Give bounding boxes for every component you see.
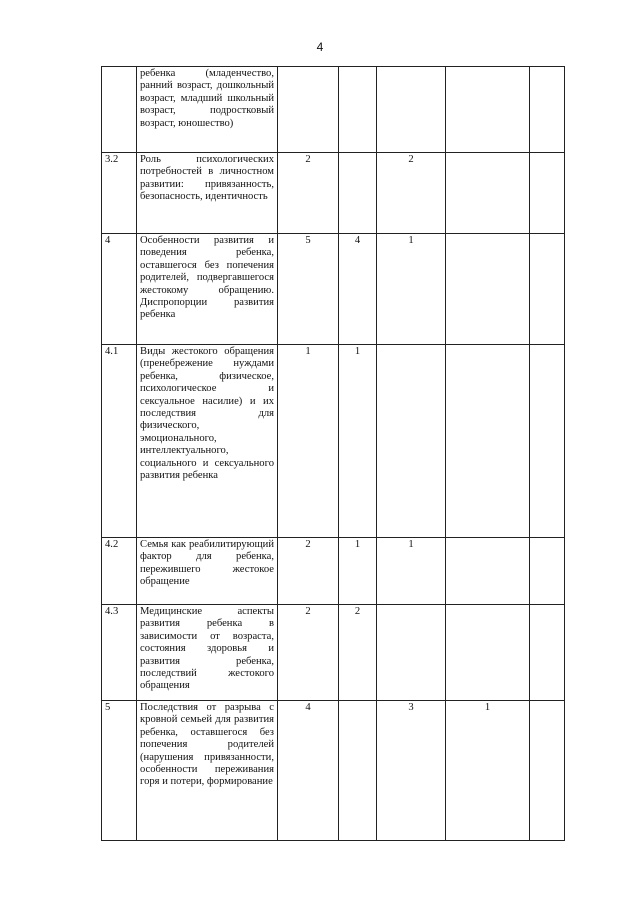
cell-col-3: 5: [278, 234, 339, 345]
cell-col-5: [377, 605, 446, 701]
cell-col-3: [278, 67, 339, 153]
cell-col-3: 2: [278, 538, 339, 605]
cell-col-7: [530, 153, 565, 234]
cell-col-4: 1: [339, 538, 377, 605]
row-topic: Семья как реабилитирующий фактор для ребенка, пережившего жестокое обращение: [137, 538, 278, 605]
cell-col-4: [339, 153, 377, 234]
table-row: [102, 605, 565, 701]
row-number: 3.2: [102, 153, 137, 234]
cell-col-3: 4: [278, 701, 339, 841]
cell-col-6: [446, 538, 530, 605]
cell-col-6: [446, 153, 530, 234]
cell-col-7: [530, 538, 565, 605]
cell-col-5: 3: [377, 701, 446, 841]
cell-col-6: 1: [446, 701, 530, 841]
row-topic: Роль психологических потребностей в личностном развитии: привязанность, безопасность, идентичность: [137, 153, 278, 234]
cell-col-4: [339, 67, 377, 153]
row-number: 4.1: [102, 345, 137, 538]
cell-col-7: [530, 345, 565, 538]
cell-col-5: [377, 67, 446, 153]
cell-col-5: 1: [377, 538, 446, 605]
table-row: [102, 153, 565, 234]
row-topic: Медицинские аспекты развития ребенка в зависимости от возраста, состояния здоровья и развития ребенка, последствий жестокого обращения: [137, 605, 278, 701]
row-topic: Особенности развития и поведения ребенка, оставшегося без попечения родителей, подвергавшегося жестокому обращению. Диспропорции развития ребенка: [137, 234, 278, 345]
page-number: 4: [316, 40, 324, 54]
cell-col-5: 2: [377, 153, 446, 234]
cell-col-4: 4: [339, 234, 377, 345]
cell-col-3: 1: [278, 345, 339, 538]
row-number: 4.2: [102, 538, 137, 605]
row-number: [102, 67, 137, 153]
cell-col-3: 2: [278, 153, 339, 234]
cell-col-4: [339, 701, 377, 841]
row-number: 4.3: [102, 605, 137, 701]
row-number: 5: [102, 701, 137, 841]
cell-col-6: [446, 345, 530, 538]
cell-col-7: [530, 67, 565, 153]
row-topic: Виды жестокого обращения (пренебрежение нуждами ребенка, физическое, психологическое и сексуальное насилие) и их последствия для физического, эмоционального, интеллектуального, социального и сексуального развития ребенка: [137, 345, 278, 538]
cell-col-5: 1: [377, 234, 446, 345]
cell-col-7: [530, 234, 565, 345]
cell-col-3: 2: [278, 605, 339, 701]
cell-col-6: [446, 234, 530, 345]
table-row: [102, 67, 565, 153]
cell-col-4: 1: [339, 345, 377, 538]
table-row: [102, 234, 565, 345]
table-row: [102, 538, 565, 605]
row-topic: ребенка (младенчество, ранний возраст, дошкольный возраст, младший школьный возраст, подростковый возраст, юношество): [137, 67, 278, 153]
cell-col-5: [377, 345, 446, 538]
curriculum-table: [101, 66, 565, 841]
cell-col-6: [446, 605, 530, 701]
table-row: [102, 701, 565, 841]
row-number: 4: [102, 234, 137, 345]
cell-col-4: 2: [339, 605, 377, 701]
table-row: [102, 345, 565, 538]
cell-col-7: [530, 605, 565, 701]
cell-col-6: [446, 67, 530, 153]
cell-col-7: [530, 701, 565, 841]
row-topic: Последствия от разрыва с кровной семьей для развития ребенка, оставшегося без попечения родителей (нарушения привязанности, особенности переживания горя и потери, формирование: [137, 701, 278, 841]
